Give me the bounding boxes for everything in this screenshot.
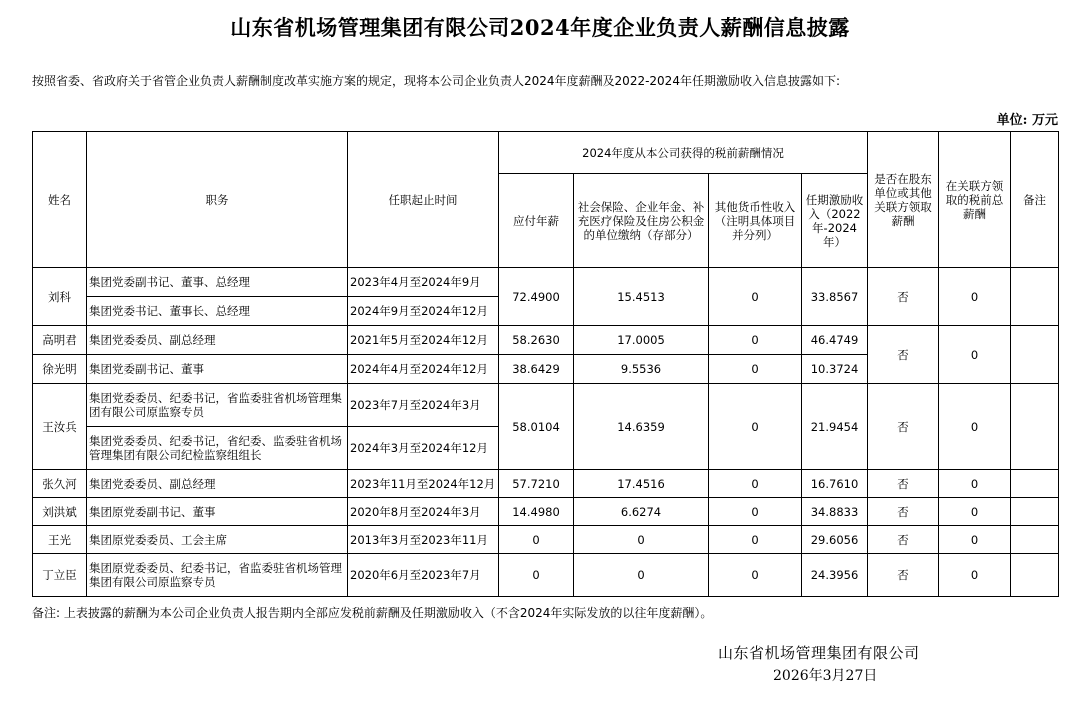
header-term: 任职起止时间 [348, 132, 499, 268]
unit-label: 单位: 万元 [996, 113, 1058, 128]
header-row-1 [33, 132, 1059, 174]
footer-date: 2026年3月27日 [773, 668, 878, 684]
cell-social: 15.4513 [574, 268, 709, 326]
cell-other: 0 [709, 326, 802, 355]
cell-salary: 38.6429 [499, 355, 574, 384]
cell-remark [1011, 384, 1059, 470]
cell-shareholder: 否 [868, 498, 939, 526]
cell-related: 0 [939, 526, 1011, 554]
salary-table [32, 131, 1059, 597]
cell-shareholder: 否 [868, 384, 939, 470]
cell-term: 2023年4月至2024年9月 [348, 268, 499, 297]
table-row [33, 526, 1059, 554]
cell-social: 9.5536 [574, 355, 709, 384]
cell-name: 王汝兵 [33, 384, 87, 470]
table-row [33, 326, 1059, 355]
cell-related: 0 [939, 384, 1011, 470]
cell-position: 集团党委副书记、董事、总经理 [87, 268, 348, 297]
cell-incentive: 29.6056 [802, 526, 868, 554]
cell-salary: 58.2630 [499, 326, 574, 355]
cell-term: 2023年11月至2024年12月 [348, 470, 499, 498]
cell-name: 刘科 [33, 268, 87, 326]
cell-name: 高明君 [33, 326, 87, 355]
cell-term: 2020年6月至2023年7月 [348, 554, 499, 597]
header-name: 姓名 [33, 132, 87, 268]
cell-remark [1011, 526, 1059, 554]
cell-social: 17.0005 [574, 326, 709, 355]
cell-related: 0 [939, 470, 1011, 498]
cell-incentive: 33.8567 [802, 268, 868, 326]
table-row [33, 384, 1059, 427]
table-row [33, 554, 1059, 597]
cell-other: 0 [709, 268, 802, 326]
cell-social: 17.4516 [574, 470, 709, 498]
cell-related: 0 [939, 326, 1011, 384]
cell-term: 2021年5月至2024年12月 [348, 326, 499, 355]
cell-term: 2023年7月至2024年3月 [348, 384, 499, 427]
cell-social: 6.6274 [574, 498, 709, 526]
header-incentive: 任期激励收入（2022年-2024年） [802, 174, 868, 268]
cell-position: 集团党委委员、副总经理 [87, 326, 348, 355]
header-shareholder: 是否在股东单位或其他关联方领取薪酬 [868, 132, 939, 268]
cell-salary: 57.7210 [499, 470, 574, 498]
cell-position: 集团党委委员、纪委书记，省监委驻省机场管理集团有限公司原监察专员 [87, 384, 348, 427]
header-remark: 备注 [1011, 132, 1059, 268]
header-position: 职务 [87, 132, 348, 268]
cell-shareholder: 否 [868, 526, 939, 554]
cell-position: 集团原党委委员、纪委书记，省监委驻省机场管理集团有限公司原监察专员 [87, 554, 348, 597]
cell-incentive: 34.8833 [802, 498, 868, 526]
header-salary: 应付年薪 [499, 174, 574, 268]
cell-remark [1011, 326, 1059, 384]
footer-organization: 山东省机场管理集团有限公司 [718, 644, 920, 662]
cell-position: 集团党委书记、董事长、总经理 [87, 297, 348, 326]
intro-text: 按照省委、省政府关于省管企业负责人薪酬制度改革实施方案的规定，现将本公司企业负责人2024年度薪酬及2022-2024年任期激励收入信息披露如下: [32, 74, 840, 88]
cell-remark [1011, 470, 1059, 498]
cell-position: 集团党委委员、纪委书记，省纪委、监委驻省机场管理集团有限公司纪检监察组组长 [87, 427, 348, 470]
cell-incentive: 24.3956 [802, 554, 868, 597]
cell-salary: 58.0104 [499, 384, 574, 470]
cell-shareholder: 否 [868, 470, 939, 498]
table-row [33, 268, 1059, 297]
cell-social: 14.6359 [574, 384, 709, 470]
cell-related: 0 [939, 498, 1011, 526]
cell-other: 0 [709, 498, 802, 526]
cell-incentive: 21.9454 [802, 384, 868, 470]
cell-name: 王光 [33, 526, 87, 554]
cell-social: 0 [574, 526, 709, 554]
cell-other: 0 [709, 526, 802, 554]
cell-other: 0 [709, 355, 802, 384]
header-other: 其他货币性收入（注明具体项目并分列） [709, 174, 802, 268]
cell-remark [1011, 268, 1059, 326]
page-title: 山东省机场管理集团有限公司2024年度企业负责人薪酬信息披露 [230, 15, 850, 40]
cell-remark [1011, 554, 1059, 597]
cell-name: 徐光明 [33, 355, 87, 384]
cell-salary: 0 [499, 554, 574, 597]
cell-term: 2013年3月至2023年11月 [348, 526, 499, 554]
cell-other: 0 [709, 384, 802, 470]
cell-term: 2020年8月至2024年3月 [348, 498, 499, 526]
table-row [33, 470, 1059, 498]
header-related: 在关联方领取的税前总薪酬 [939, 132, 1011, 268]
cell-shareholder: 否 [868, 326, 939, 384]
cell-name: 张久河 [33, 470, 87, 498]
cell-shareholder: 否 [868, 554, 939, 597]
cell-incentive: 16.7610 [802, 470, 868, 498]
cell-other: 0 [709, 554, 802, 597]
header-group: 2024年度从本公司获得的税前薪酬情况 [499, 132, 868, 174]
table-row [33, 498, 1059, 526]
cell-position: 集团原党委副书记、董事 [87, 498, 348, 526]
cell-related: 0 [939, 554, 1011, 597]
cell-related: 0 [939, 268, 1011, 326]
cell-term: 2024年4月至2024年12月 [348, 355, 499, 384]
cell-other: 0 [709, 470, 802, 498]
cell-salary: 72.4900 [499, 268, 574, 326]
cell-remark [1011, 498, 1059, 526]
cell-term: 2024年3月至2024年12月 [348, 427, 499, 470]
cell-incentive: 10.3724 [802, 355, 868, 384]
footnote: 备注: 上表披露的薪酬为本公司企业负责人报告期内全部应发税前薪酬及任期激励收入（不含2024年实际发放的以往年度薪酬）。 [32, 606, 713, 620]
cell-salary: 14.4980 [499, 498, 574, 526]
cell-position: 集团党委委员、副总经理 [87, 470, 348, 498]
header-social: 社会保险、企业年金、补充医疗保险及住房公积金的单位缴纳（存部分） [574, 174, 709, 268]
cell-name: 刘洪斌 [33, 498, 87, 526]
cell-position: 集团党委副书记、董事 [87, 355, 348, 384]
cell-name: 丁立臣 [33, 554, 87, 597]
cell-salary: 0 [499, 526, 574, 554]
cell-incentive: 46.4749 [802, 326, 868, 355]
cell-shareholder: 否 [868, 268, 939, 326]
cell-position: 集团原党委委员、工会主席 [87, 526, 348, 554]
cell-social: 0 [574, 554, 709, 597]
cell-term: 2024年9月至2024年12月 [348, 297, 499, 326]
